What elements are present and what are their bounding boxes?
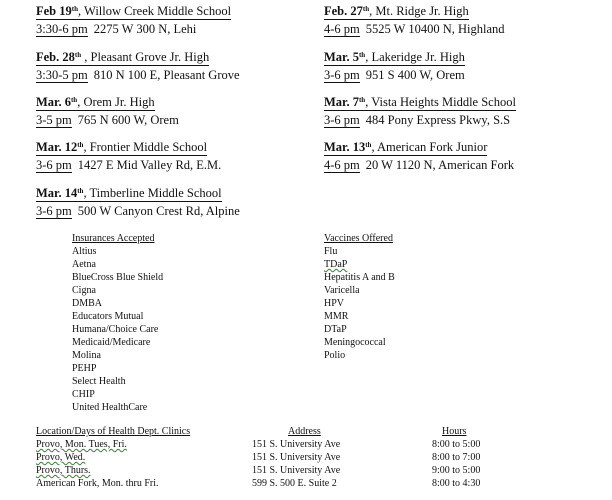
event-details: 4-6 pm 20 W 1120 N, American Fork <box>324 158 515 172</box>
insurance-item: Altius <box>72 246 97 257</box>
hours-header: Hours <box>442 426 467 437</box>
insurance-item: BlueCross Blue Shield <box>72 272 164 283</box>
vaccine-item: DTaP <box>324 324 347 335</box>
vaccine-item: Varicella <box>324 285 360 296</box>
clinic-location: Provo, Wed. <box>36 452 86 463</box>
insurance-item: PEHP <box>72 363 97 374</box>
address-header: Address <box>288 426 321 437</box>
event-block <box>36 48 306 83</box>
insurance-item: Medicaid/Medicare <box>72 337 151 348</box>
clinic-hours: 8:00 to 4:30 <box>432 478 481 489</box>
insurance-item: Molina <box>72 350 101 361</box>
insurance-item: CHIP <box>72 389 95 400</box>
insurance-item: Educators Mutual <box>72 311 144 322</box>
vaccines-list <box>324 232 395 362</box>
event-details: 3:30-5 pm 810 N 100 E, Pleasant Grove <box>36 68 240 82</box>
vaccine-item: Polio <box>324 350 346 361</box>
clinic-location: American Fork, Mon. thru Fri. <box>36 478 159 489</box>
clinic-address: 151 S. University Ave <box>252 465 341 476</box>
clinic-location: Provo, Mon. Tues, Fri. <box>36 439 127 450</box>
event-title: Mar. 6th, Orem Jr. High <box>36 95 155 109</box>
clinic-hours: 9:00 to 5:00 <box>432 465 481 476</box>
event-details: 3-6 pm 1427 E Mid Valley Rd, E.M. <box>36 158 222 172</box>
vaccines-heading: Vaccines Offered <box>324 233 393 244</box>
event-block <box>324 2 594 37</box>
event-block <box>324 93 594 128</box>
insurances-heading: Insurances Accepted <box>72 233 155 244</box>
event-block <box>36 138 306 173</box>
vaccine-item: Flu <box>324 246 338 257</box>
event-title: Mar. 12th, Frontier Middle School <box>36 140 208 154</box>
clinic-address: 151 S. University Ave <box>252 452 341 463</box>
event-block <box>324 48 594 83</box>
event-details: 3-6 pm 951 S 400 W, Orem <box>324 68 465 82</box>
event-block <box>36 93 306 128</box>
table-row <box>36 477 596 490</box>
location-header: Location/Days of Health Dept. Clinics <box>36 426 191 437</box>
event-title: Mar. 7th, Vista Heights Middle School <box>324 95 516 109</box>
event-title: Mar. 13th, American Fork Junior <box>324 140 488 154</box>
insurance-item: Cigna <box>72 285 96 296</box>
event-block <box>36 184 306 219</box>
insurance-item: United HealthCare <box>72 402 148 413</box>
event-details: 3:30-6 pm 2275 W 300 N, Lehi <box>36 22 197 36</box>
clinic-hours: 8:00 to 7:00 <box>432 452 481 463</box>
event-details: 3-5 pm 765 N 600 W, Orem <box>36 113 179 127</box>
insurance-item: Humana/Choice Care <box>72 324 159 335</box>
event-block <box>36 2 306 37</box>
clinics-table <box>36 425 596 490</box>
vaccine-item: Meningococcal <box>324 337 386 348</box>
event-title: Feb. 28th , Pleasant Grove Jr. High <box>36 50 210 64</box>
clinic-address: 151 S. University Ave <box>252 439 341 450</box>
event-details: 4-6 pm 5525 W 10400 N, Highland <box>324 22 505 36</box>
vaccine-item: Hepatitis A and B <box>324 272 395 283</box>
table-row <box>36 438 596 451</box>
clinic-address: 599 S. 500 E. Suite 2 <box>252 478 337 489</box>
insurance-item: Aetna <box>72 259 96 270</box>
event-details: 3-6 pm 484 Pony Express Pkwy, S.S <box>324 113 511 127</box>
event-title: Feb. 27th, Mt. Ridge Jr. High <box>324 4 469 18</box>
table-row <box>36 464 596 477</box>
clinics-header-row <box>36 425 596 438</box>
vaccine-item: MMR <box>324 311 349 322</box>
event-title: Mar. 14th, Timberline Middle School <box>36 186 222 200</box>
insurances-list <box>72 232 163 414</box>
event-block <box>324 138 594 173</box>
clinic-hours: 8:00 to 5:00 <box>432 439 481 450</box>
clinic-location: Provo, Thurs. <box>36 465 91 476</box>
vaccine-item: TDaP <box>324 259 348 270</box>
event-title: Feb 19th, Willow Creek Middle School <box>36 4 232 18</box>
table-row <box>36 451 596 464</box>
event-title: Mar. 5th, Lakeridge Jr. High <box>324 50 465 64</box>
vaccine-item: HPV <box>324 298 345 309</box>
event-details: 3-6 pm 500 W Canyon Crest Rd, Alpine <box>36 204 240 218</box>
insurance-item: DMBA <box>72 298 103 309</box>
insurance-item: Select Health <box>72 376 126 387</box>
